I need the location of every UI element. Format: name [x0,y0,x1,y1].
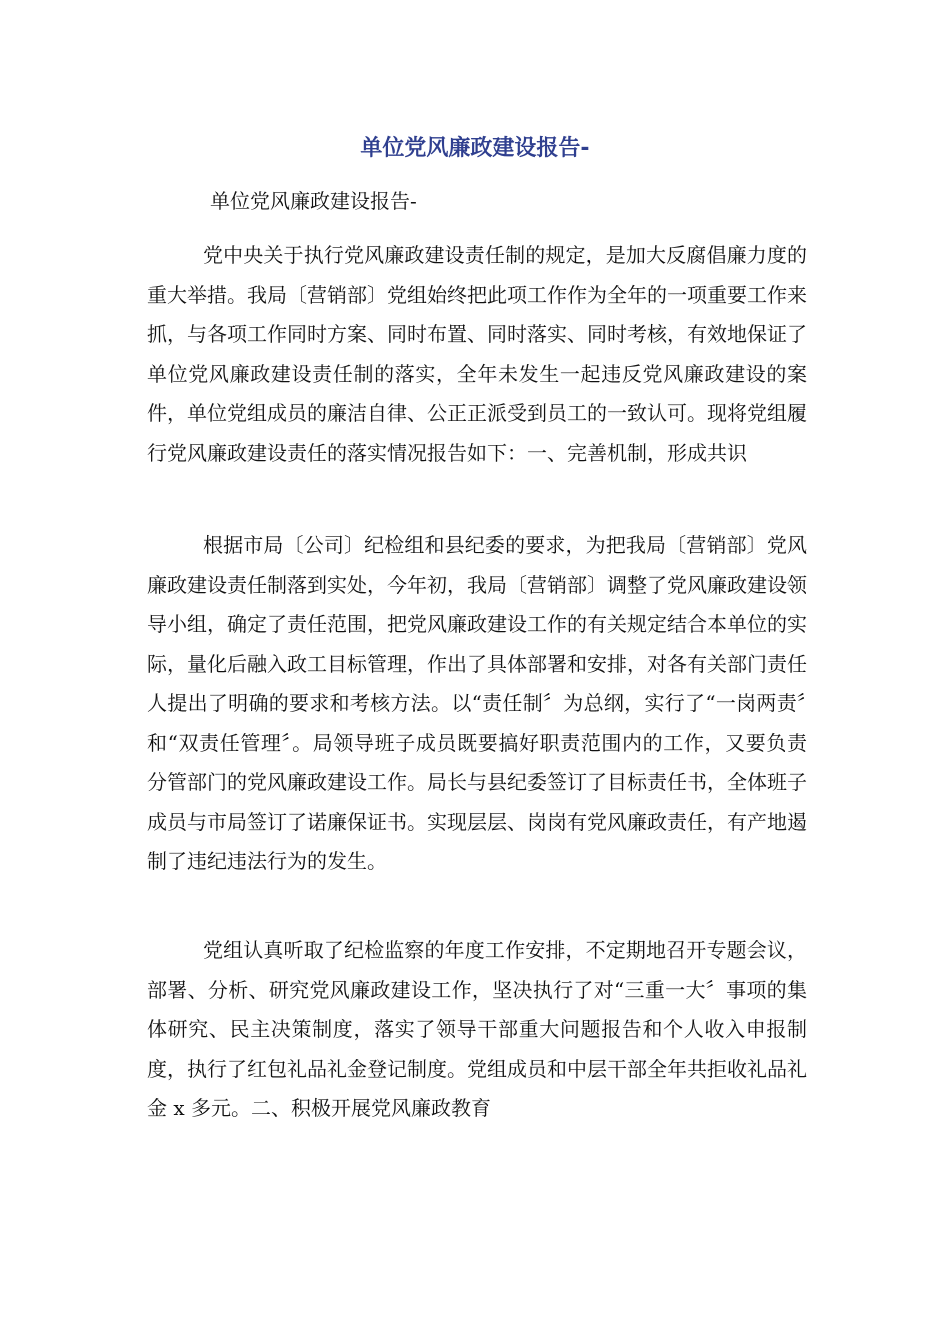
paragraph-mechanism: 根据市局〔公司〕纪检组和县纪委的要求，为把我局〔营销部〕党风廉政建设责任制落到实处，今年初，我局〔营销部〕调整了党风廉政建设领导小组，确定了责任范围，把党风廉政建设工作的有关规定结合本单位的实际，量化后融入政工目标管理，作出了具体部署和安排，对各有关部门责任人提出了明确的要求和考核方法。以“责任制〞为总纲，实行了“一岗两责〞和“双责任管理〞。局领导班子成员既要搞好职责范围内的工作，又要负责分管部门的党风廉政建设工作。局长与县纪委签订了目标责任书，全体班子成员与市局签订了诺廉保证书。实现层层、岗岗有党风廉政责任，有产地遏制了违纪违法行为的发生。 [147,533,807,873]
document-subtitle: 单位党风廉政建设报告- [210,189,417,213]
document-title: 单位党风廉政建设报告- [360,136,590,161]
paragraph-intro: 党中央关于执行党风廉政建设责任制的规定，是加大反腐倡廉力度的重大举措。我局〔营销部〕党组始终把此项工作作为全年的一项重要工作来抓，与各项工作同时方案、同时布置、同时落实、同时考核，有效地保证了单位党风廉政建设责任制的落实，全年未发生一起违反党风廉政建设的案件，单位党组成员的廉洁自律、公正正派受到员工的一致认可。现将党组履行党风廉政建设责任的落实情况报告如下：一、完善机制，形成共识 [147,243,807,465]
paragraph-party-group: 党组认真听取了纪检监察的年度工作安排，不定期地召开专题会议，部署、分析、研究党风廉政建设工作，坚决执行了对“三重一大〞事项的集体研究、民主决策制度，落实了领导干部重大问题报告和个人收入申报制度，执行了红包礼品礼金登记制度。党组成员和中层干部全年共拒收礼品礼金 x 多元。二、积极开展党风廉政教育 [147,938,807,1120]
